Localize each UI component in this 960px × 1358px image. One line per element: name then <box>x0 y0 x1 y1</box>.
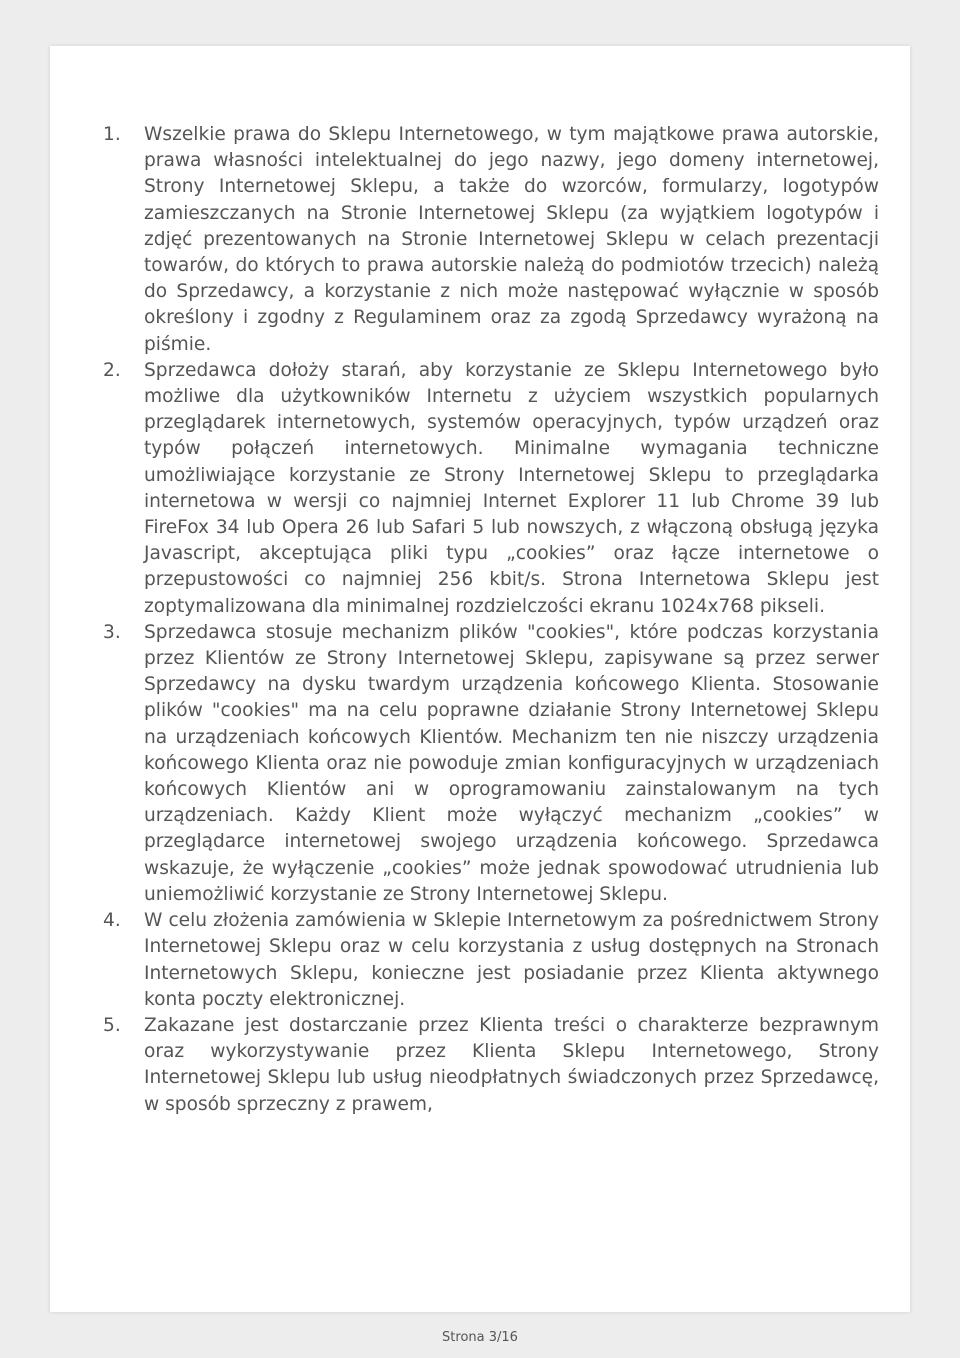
item-number: 4. <box>103 910 121 932</box>
item-number: 3. <box>103 621 121 643</box>
item-number: 5. <box>103 1014 121 1036</box>
item-number: 1. <box>103 124 121 145</box>
list-item <box>103 358 879 620</box>
list-item <box>103 908 879 1013</box>
document-page <box>50 46 910 1312</box>
item-text: Wszelkie prawa do Sklepu Internetowego, w tym majątkowe prawa autorskie, prawa własności intelektualnej do jego nazwy, jego domeny internetowej, Strony Internetowej Sklepu, a także do wzorców, formularzy, logotypów zamieszczanych na Stronie Internetowej Sklepu (za wyjątkiem logotypów i zdjęć prezentowanych na Stronie Internetowej Sklepu w celach prezentacji towarów, do których to prawa autorskie należą do podmiotów trzecich) należą do Sprzedawcy, a korzystanie z nich może następować wyłącznie w sposób określony i zgodny z Regulaminem oraz za zgodą Sprzedawcy wyrażoną na piśmie. <box>144 124 879 355</box>
item-text: Sprzedawca dołoży starań, aby korzystanie ze Sklepu Internetowego było możliwe dla użytkowników Internetu z użyciem wszystkich popularnych przeglądarek internetowych, systemów operacyjnych, typów urządzeń oraz typów połączeń internetowych. Minimalne wymagania techniczne umożliwiające korzystanie ze Strony Internetowej Sklepu to przeglądarka internetowa w wersji co najmniej Internet Explorer 11 lub Chrome 39 lub FireFox 34 lub Opera 26 lub Safari 5 lub nowszych, z włączoną obsługą języka Javascript, akceptująca pliki typu „cookies” oraz łącze internetowe o przepustowości co najmniej 256 kbit/s. Strona Internetowa Sklepu jest zoptymalizowana dla minimalnej rozdzielczości ekranu 1024x768 pikseli. <box>144 359 879 617</box>
list-item <box>103 620 879 908</box>
list-item <box>103 122 879 358</box>
item-text: Sprzedawca stosuje mechanizm plików "cookies", które podczas korzystania przez Klientów ze Strony Internetowej Sklepu, zapisywane są przez serwer Sprzedawcy na dysku twardym urządzenia końcowego Klienta. Stosowanie plików "cookies" ma na celu poprawne działanie Strony Internetowej Sklepu na urządzeniach końcowych Klientów. Mechanizm ten nie niszczy urządzenia końcowego Klienta oraz nie powoduje zmian konfiguracyjnych w urządzeniach końcowych Klientów ani w oprogramowaniu zainstalowanym na tych urządzeniach. Każdy Klient może wyłączyć mechanizm „cookies” w przeglądarce internetowej swojego urządzenia końcowego. Sprzedawca wskazuje, że wyłączenie „cookies” może jednak spowodować utrudnienia lub uniemożliwić korzystanie ze Strony Internetowej Sklepu. <box>144 621 879 905</box>
list-item <box>103 1013 879 1118</box>
page-number: Strona 3/16 <box>442 1330 518 1345</box>
item-text: Zakazane jest dostarczanie przez Klienta treści o charakterze bezprawnym oraz wykorzystywanie przez Klienta Sklepu Internetowego, Strony Internetowej Sklepu lub usług nieodpłatnych świadczonych przez Sprzedawcę, w sposób sprzeczny z prawem, <box>144 1014 879 1115</box>
item-text: W celu złożenia zamówienia w Sklepie Internetowym za pośrednictwem Strony Internetowej Sklepu oraz w celu korzystania z usług dostępnych na Stronach Internetowych Sklepu, konieczne jest posiadanie przez Klienta aktywnego konta poczty elektronicznej. <box>144 910 879 1010</box>
item-number: 2. <box>103 359 121 381</box>
regulations-list <box>103 122 879 1118</box>
